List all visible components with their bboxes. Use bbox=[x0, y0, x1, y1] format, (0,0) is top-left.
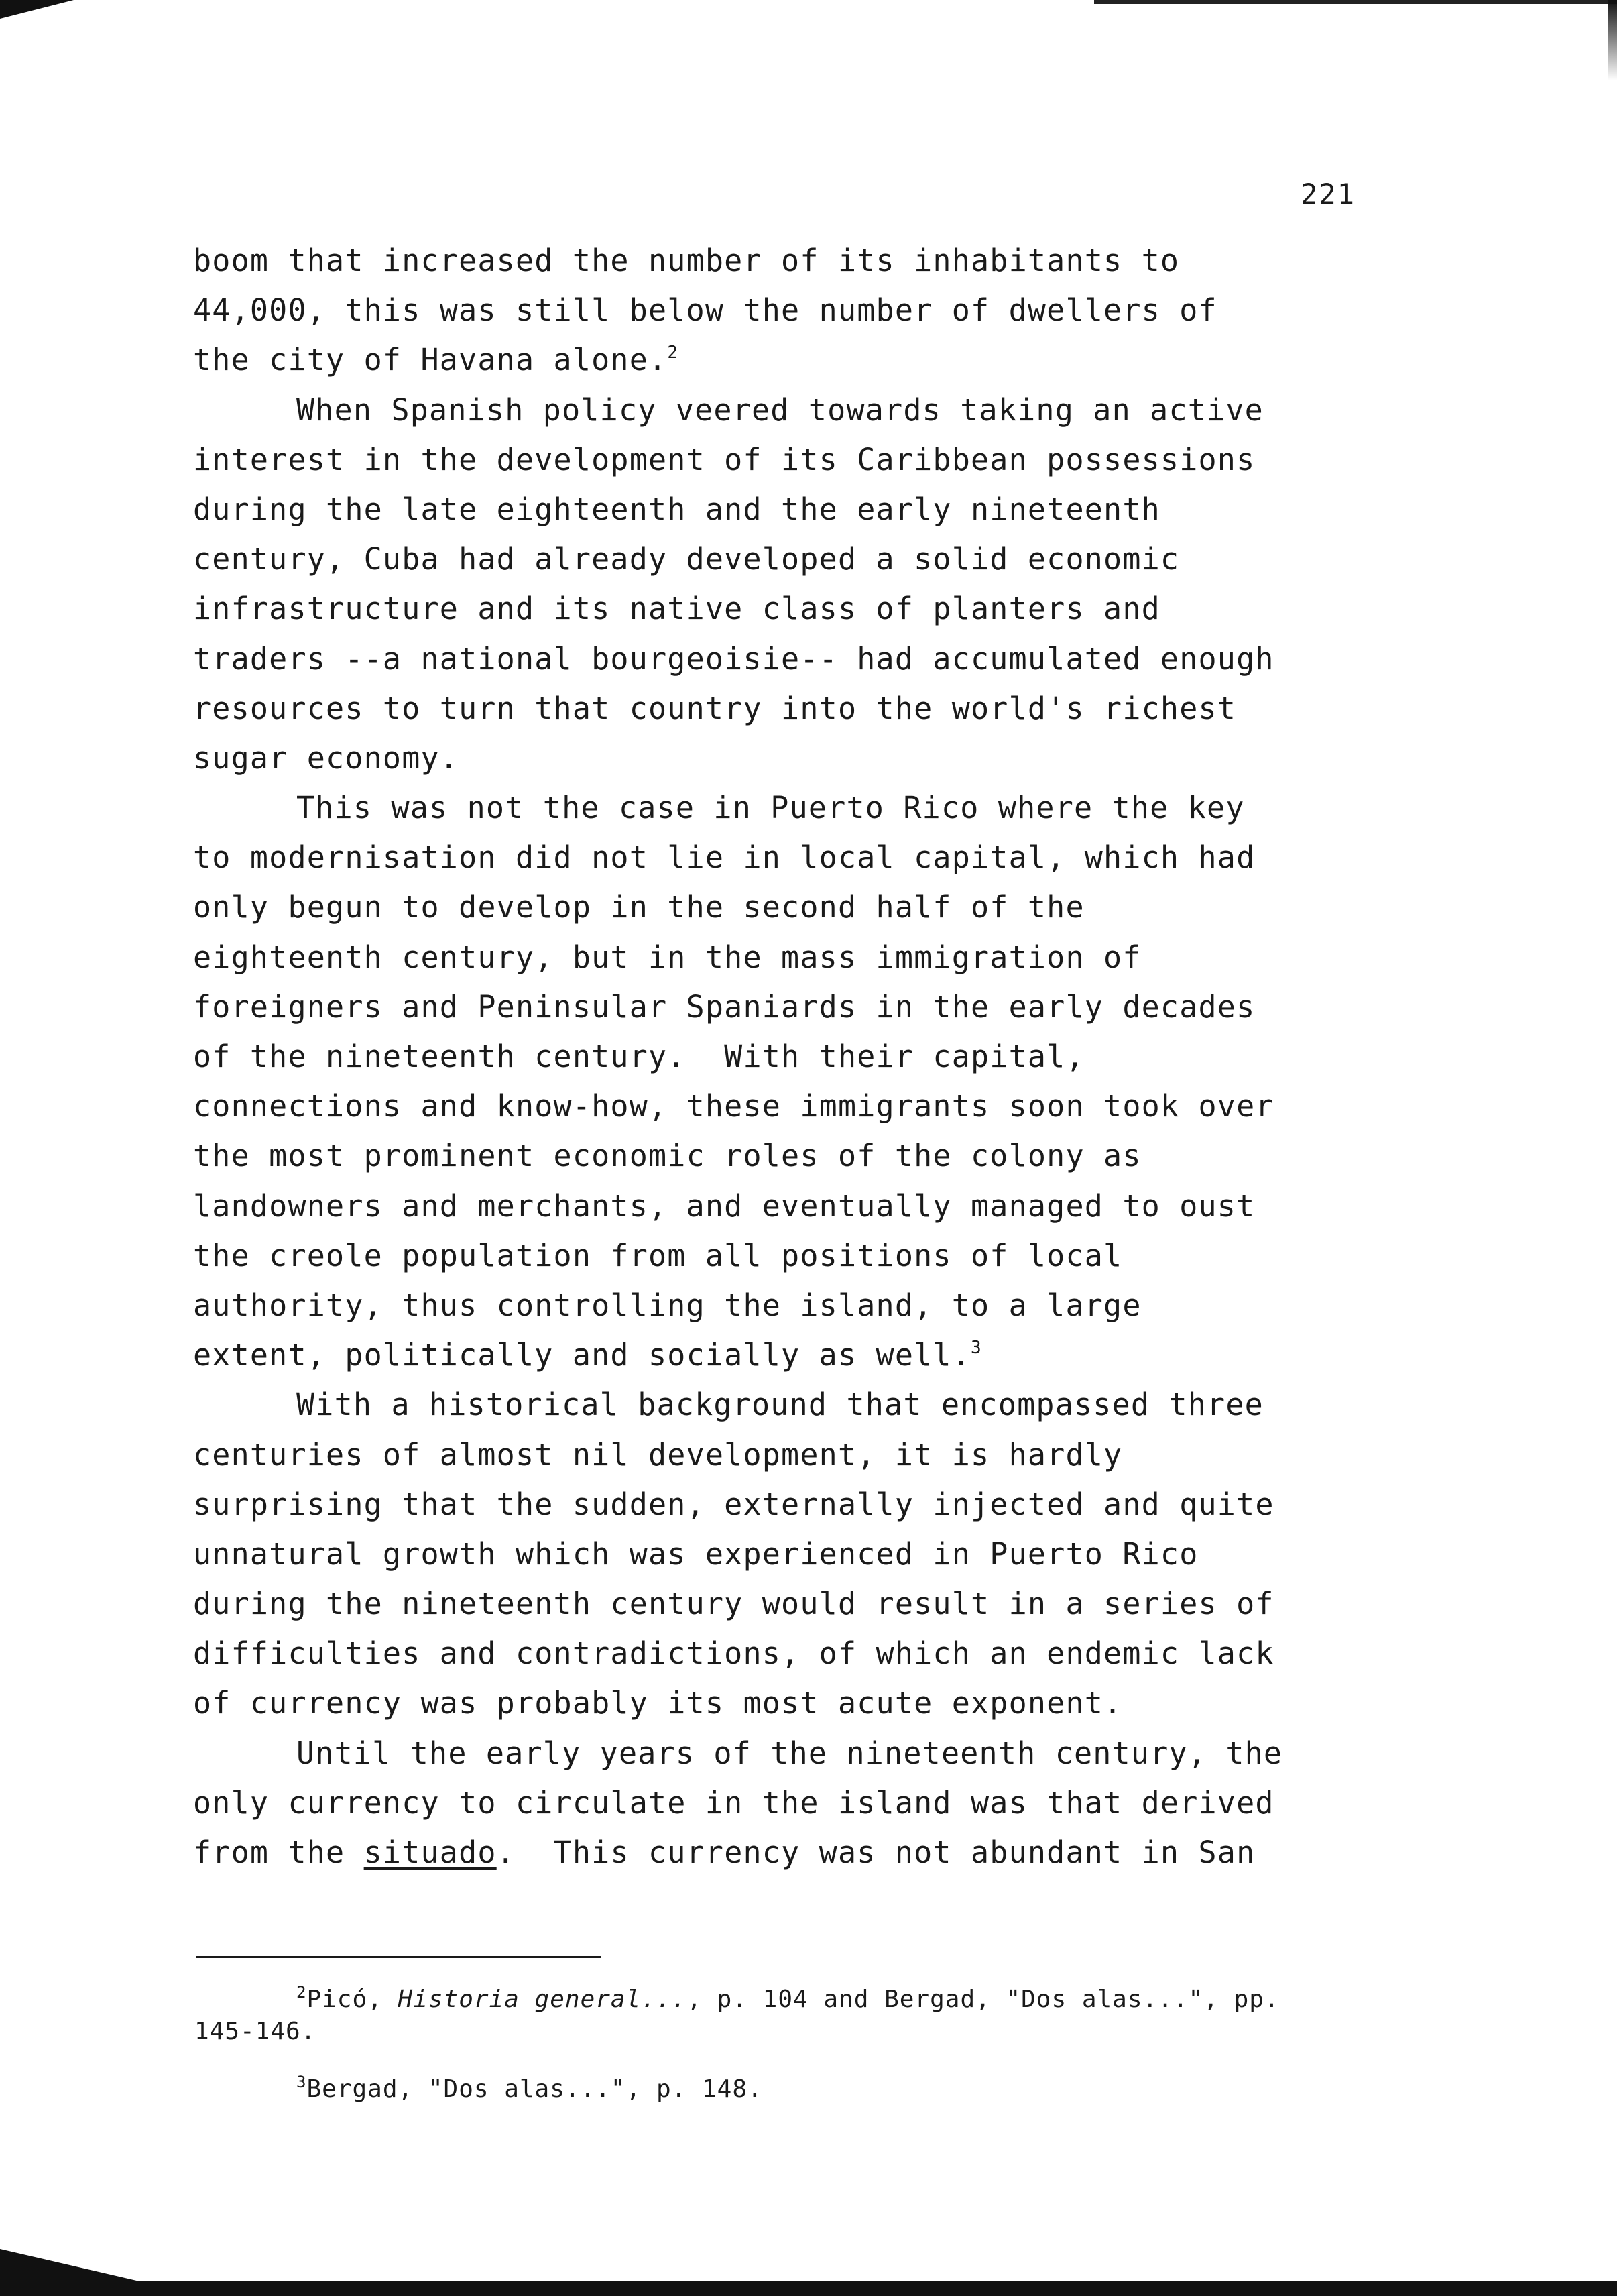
text-line: foreigners and Peninsular Spaniards in the early decades bbox=[193, 988, 1256, 1025]
text-line: centuries of almost nil development, it is hardly bbox=[193, 1436, 1123, 1473]
underlined-term: situado bbox=[363, 1835, 497, 1870]
footnote-line: 145-146. bbox=[194, 2018, 316, 2045]
text-segment: from the bbox=[193, 1835, 364, 1870]
text-line: of currency was probably its most acute exponent. bbox=[193, 1685, 1123, 1721]
footnote bbox=[194, 1984, 1374, 2048]
text-line bbox=[193, 335, 1373, 385]
text-line: boom that increased the number of its inhabitants to bbox=[193, 243, 1180, 278]
text-line bbox=[193, 1828, 1373, 1878]
text-line: the creole population from all positions of local bbox=[193, 1237, 1123, 1273]
footnote-line bbox=[194, 2073, 1374, 2106]
text-line: Until the early years of the nineteenth century, the bbox=[296, 1735, 1283, 1771]
scan-edge-artifact bbox=[1608, 0, 1617, 80]
footnote-title: Historia general... bbox=[398, 1986, 687, 2013]
text-line: infrastructure and its native class of planters and bbox=[193, 591, 1160, 627]
body-text bbox=[193, 236, 1373, 1878]
footnote-text: , p. 104 and Bergad, "Dos alas...", pp. bbox=[686, 1986, 1280, 2013]
text-line: only begun to develop in the second half of the bbox=[193, 889, 1085, 925]
footnote-number: 2 bbox=[296, 1983, 307, 2002]
text-segment: the city of Havana alone. bbox=[193, 342, 668, 378]
text-line: traders --a national bourgeoisie-- had accumulated enough bbox=[193, 640, 1274, 677]
text-line: When Spanish policy veered towards taking an active bbox=[296, 392, 1264, 428]
footnote-number: 3 bbox=[296, 2073, 307, 2091]
footnote-reference: 3 bbox=[970, 1338, 982, 1359]
footnote-line bbox=[194, 1984, 1374, 2016]
text-line: surprising that the sudden, externally injected and quite bbox=[193, 1486, 1274, 1522]
text-line: connections and know-how, these immigrants soon took over bbox=[193, 1088, 1274, 1125]
text-line: of the nineteenth century. With their capital, bbox=[193, 1039, 1085, 1074]
scan-edge-artifact bbox=[1094, 0, 1617, 4]
footnote bbox=[194, 2073, 1374, 2106]
text-line: authority, thus controlling the island, to a large bbox=[193, 1287, 1142, 1323]
text-segment: extent, politically and socially as well. bbox=[193, 1337, 971, 1373]
text-line: during the late eighteenth and the early nineteenth bbox=[193, 491, 1160, 527]
text-line: difficulties and contradictions, of which an endemic lack bbox=[193, 1635, 1274, 1672]
text-line bbox=[193, 1330, 1373, 1380]
text-line: to modernisation did not lie in local capital, which had bbox=[193, 840, 1256, 876]
scan-edge-artifact bbox=[0, 2281, 1617, 2296]
footnotes bbox=[194, 1984, 1374, 2131]
scan-edge-artifact bbox=[0, 0, 74, 19]
text-line: eighteenth century, but in the mass immigration of bbox=[193, 939, 1142, 975]
text-line: 44,000, this was still below the number of dwellers of bbox=[193, 292, 1217, 329]
text-line: resources to turn that country into the world's richest bbox=[193, 690, 1237, 726]
footnote-text: Bergad, "Dos alas...", p. 148. bbox=[306, 2075, 763, 2103]
text-line: With a historical background that encompassed three bbox=[296, 1387, 1264, 1423]
text-line: only currency to circulate in the island was that derived bbox=[193, 1784, 1274, 1821]
footnote-separator bbox=[196, 1956, 601, 1958]
text-line: interest in the development of its Caribbean possessions bbox=[193, 441, 1256, 477]
text-line: This was not the case in Puerto Rico where the key bbox=[296, 790, 1245, 826]
text-line: landowners and merchants, and eventually managed to oust bbox=[193, 1188, 1256, 1224]
text-line: unnatural growth which was experienced in Puerto Rico bbox=[193, 1536, 1199, 1572]
text-line: sugar economy. bbox=[193, 740, 459, 776]
text-line: century, Cuba had already developed a solid economic bbox=[193, 541, 1180, 577]
text-line: during the nineteenth century would result in a series of bbox=[193, 1586, 1274, 1622]
page-number: 221 bbox=[1301, 178, 1356, 211]
footnote-reference: 2 bbox=[667, 343, 679, 363]
text-segment: . This currency was not abundant in San bbox=[496, 1835, 1256, 1870]
text-line: the most prominent economic roles of the colony as bbox=[193, 1138, 1142, 1174]
footnote-text: Picó, bbox=[306, 1986, 398, 2013]
